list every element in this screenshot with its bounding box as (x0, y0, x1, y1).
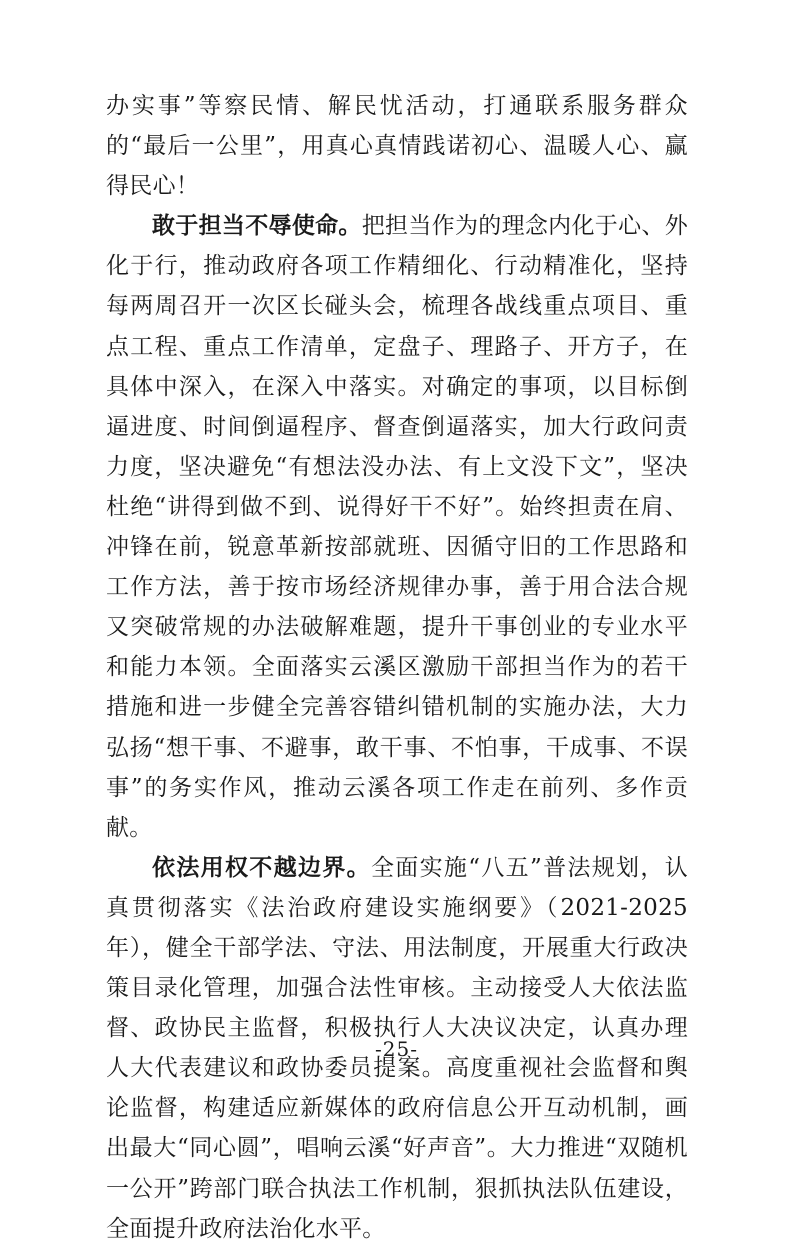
paragraph-responsibility (106, 206, 688, 848)
paragraph-heading: 依法用权不越边界。 (152, 854, 371, 881)
paragraph-heading: 敢于担当不辱使命。 (152, 213, 362, 240)
paragraph-continuation (106, 86, 688, 206)
paragraph-text: 办实事”等察民情、解民忧活动，打通联系服务群众的“最后一公里”，用真心真情践诺初心、温暖人心、赢得民心！ (106, 93, 688, 200)
document-page (106, 86, 688, 1249)
page-number: -25- (375, 1037, 418, 1061)
paragraph-text: 把担当作为的理念内化于心、外化于行，推动政府各项工作精细化、行动精准化，坚持每两周召开一次区长碰头会，梳理各战线重点项目、重点工程、重点工作清单，定盘子、理路子、开方子，在具体中深入，在深入中落实。对确定的事项，以目标倒逼进度、时间倒逼程序、督查倒逼落实，加大行政问责力度，坚决避免“有想法没办法、有上文没下文”，坚决杜绝“讲得到做不到、说得好干不好”。始终担责在肩、冲锋在前，锐意革新按部就班、因循守旧的工作思路和工作方法，善于按市场经济规律办事，善于用合法合规又突破常规的办法破解难题，提升干事创业的专业水平和能力本领。全面落实云溪区激励干部担当作为的若干措施和进一步健全完善容错纠错机制的实施办法，大力弘扬“想干事、不避事，敢干事、不怕事，干成事、不误事”的务实作风，推动云溪各项工作走在前列、多作贡献。 (106, 213, 689, 841)
paragraph-text: 全面实施“八五”普法规划，认真贯彻落实《法治政府建设实施纲要》（2021-2025年），健全干部学法、守法、用法制度，开展重大行政决策目录化管理，加强合法性审核。主动接受人大依法监督、政协民主监督，积极执行人大决议决定，认真办理人大代表建议和政协委员提案。高度重视社会监督和舆论监督，构建适应新媒体的政府信息公开互动机制，画出最大“同心圆”，唱响云溪“好声音”。大力推进“双随机一公开”跨部门联合执法工作机制，狠抓执法队伍建设，全面提升政府法治化水平。 (106, 854, 688, 1242)
